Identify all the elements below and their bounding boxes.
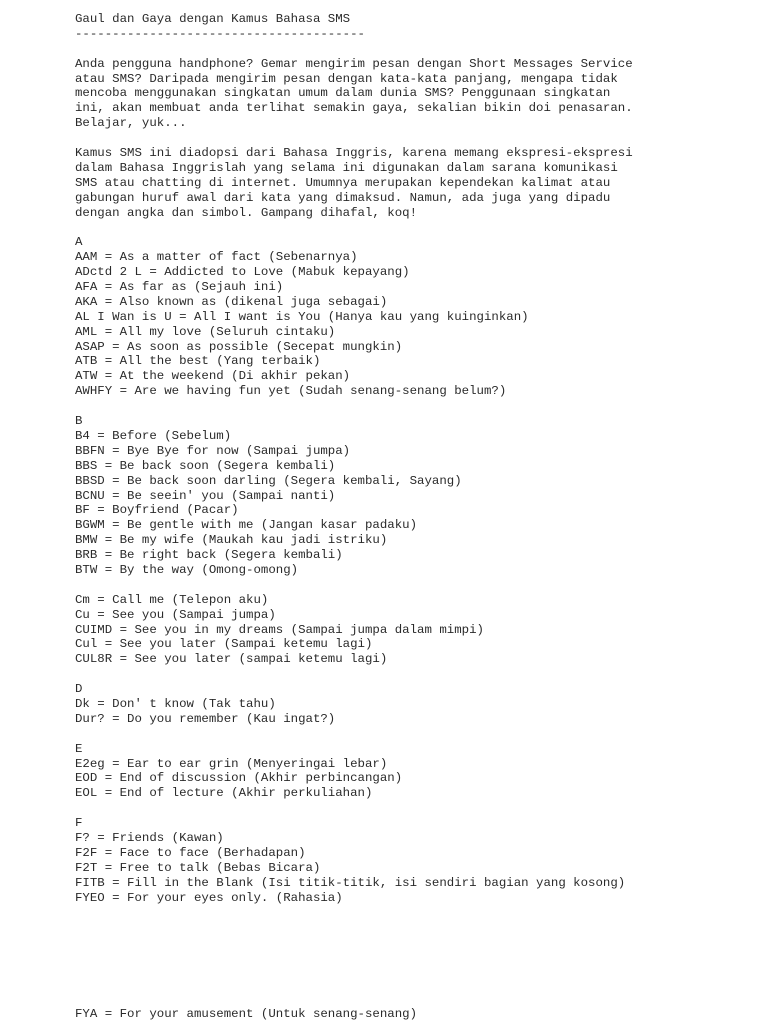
dictionary-entry: CUL8R = See you later (sampai ketemu lagi) xyxy=(75,652,388,667)
section-e xyxy=(75,742,755,802)
dictionary-entry: AWHFY = Are we having fun yet (Sudah senang-senang belum?) xyxy=(75,384,507,399)
intro-paragraph-2 xyxy=(75,146,755,220)
dictionary-entry: AAM = As a matter of fact (Sebenarnya) xyxy=(75,250,358,265)
dictionary-entry: BBFN = Bye Bye for now (Sampai jumpa) xyxy=(75,443,351,458)
spacer xyxy=(75,801,755,816)
dictionary-entry: BMW = Be my wife (Maukah kau jadi istriku) xyxy=(75,533,388,548)
dictionary-entry: EOL = End of lecture (Akhir perkuliahan) xyxy=(75,786,373,801)
dictionary-entry: BCNU = Be seein' you (Sampai nanti) xyxy=(75,488,336,503)
document-title: Gaul dan Gaya dengan Kamus Bahasa SMS xyxy=(75,12,351,26)
dictionary-entry: ADctd 2 L = Addicted to Love (Mabuk kepayang) xyxy=(75,265,410,280)
dictionary-entry: CUIMD = See you in my dreams (Sampai jumpa dalam mimpi) xyxy=(75,622,484,637)
spacer xyxy=(75,131,755,146)
dictionary-entry: BRB = Be right back (Segera kembali) xyxy=(75,548,343,563)
dictionary-entry: E2eg = Ear to ear grin (Menyeringai lebar) xyxy=(75,756,388,771)
dictionary-entry: F? = Friends (Kawan) xyxy=(75,830,224,845)
section-f xyxy=(75,816,755,905)
dictionary-entry: FITB = Fill in the Blank (Isi titik-titik, isi sendiri bagian yang kosong) xyxy=(75,875,626,890)
section-d xyxy=(75,682,755,727)
text-line: dengan angka dan simbol. Gampang dihafal, koq! xyxy=(75,205,418,220)
dictionary-entry: ASAP = As soon as possible (Secepat mungkin) xyxy=(75,339,403,354)
dictionary-entry: BF = Boyfriend (Pacar) xyxy=(75,503,239,518)
dictionary-entry: ATB = All the best (Yang terbaik) xyxy=(75,354,321,369)
dictionary-entry: BGWM = Be gentle with me (Jangan kasar padaku) xyxy=(75,518,418,533)
dictionary-entry: ATW = At the weekend (Di akhir pekan) xyxy=(75,369,351,384)
text-line: Kamus SMS ini diadopsi dari Bahasa Inggris, karena memang ekspresi-ekspresi xyxy=(75,146,633,161)
spacer xyxy=(75,220,755,235)
dictionary-entry: BBS = Be back soon (Segera kembali) xyxy=(75,458,336,473)
dictionary-entry: B4 = Before (Sebelum) xyxy=(75,428,232,443)
title-underline: --------------------------------------- xyxy=(75,26,365,41)
dictionary-entry: AKA = Also known as (dikenal juga sebagai) xyxy=(75,294,388,309)
footer-entry: FYA = For your amusement (Untuk senang-senang) xyxy=(75,1007,418,1021)
spacer xyxy=(75,42,755,57)
dictionary-entry: BBSD = Be back soon darling (Segera kembali, Sayang) xyxy=(75,473,462,488)
section-a xyxy=(75,235,755,399)
section-letter: F xyxy=(75,816,83,831)
text-line: atau SMS? Daripada mengirim pesan dengan kata-kata panjang, mengapa tidak xyxy=(75,71,618,86)
section-c xyxy=(75,593,755,667)
dictionary-entry: AL I Wan is U = All I want is You (Hanya kau yang kuinginkan) xyxy=(75,309,529,324)
dictionary-entry: EOD = End of discussion (Akhir perbincangan) xyxy=(75,771,403,786)
dictionary-entry: Dur? = Do you remember (Kau ingat?) xyxy=(75,711,336,726)
section-letter: D xyxy=(75,682,83,697)
dictionary-entry: FYEO = For your eyes only. (Rahasia) xyxy=(75,890,343,905)
spacer xyxy=(75,667,755,682)
dictionary-entry: AML = All my love (Seluruh cintaku) xyxy=(75,324,336,339)
text-line: SMS atau chatting di internet. Umumnya merupakan kependekan kalimat atau xyxy=(75,175,611,190)
section-b xyxy=(75,414,755,578)
dictionary-entry: Cu = See you (Sampai jumpa) xyxy=(75,607,276,622)
section-letter: E xyxy=(75,741,83,756)
dictionary-entry: F2F = Face to face (Berhadapan) xyxy=(75,845,306,860)
text-line: ini, akan membuat anda terlihat semakin gaya, sekalian bikin doi penasaran. xyxy=(75,101,633,116)
dictionary-entry: Dk = Don' t know (Tak tahu) xyxy=(75,696,276,711)
text-line: gabungan huruf awal dari kata yang dimaksud. Namun, ada juga yang dipadu xyxy=(75,190,611,205)
text-line: Anda pengguna handphone? Gemar mengirim pesan dengan Short Messages Service xyxy=(75,56,633,71)
text-line: mencoba menggunakan singkatan umum dalam dunia SMS? Penggunaan singkatan xyxy=(75,86,611,101)
spacer xyxy=(75,399,755,414)
section-letter: B xyxy=(75,414,83,429)
dictionary-entry: AFA = As far as (Sejauh ini) xyxy=(75,280,284,295)
dictionary-entry: BTW = By the way (Omong-omong) xyxy=(75,562,299,577)
dictionary-entry: Cm = Call me (Telepon aku) xyxy=(75,592,269,607)
section-letter: A xyxy=(75,235,83,250)
intro-paragraph-1 xyxy=(75,57,755,131)
spacer xyxy=(75,578,755,593)
text-line: Belajar, yuk... xyxy=(75,116,187,131)
document-body xyxy=(75,12,755,905)
spacer xyxy=(75,727,755,742)
dictionary-entry: F2T = Free to talk (Bebas Bicara) xyxy=(75,860,321,875)
text-line: dalam Bahasa Inggrislah yang selama ini digunakan dalam sarana komunikasi xyxy=(75,160,618,175)
dictionary-entry: Cul = See you later (Sampai ketemu lagi) xyxy=(75,637,373,652)
